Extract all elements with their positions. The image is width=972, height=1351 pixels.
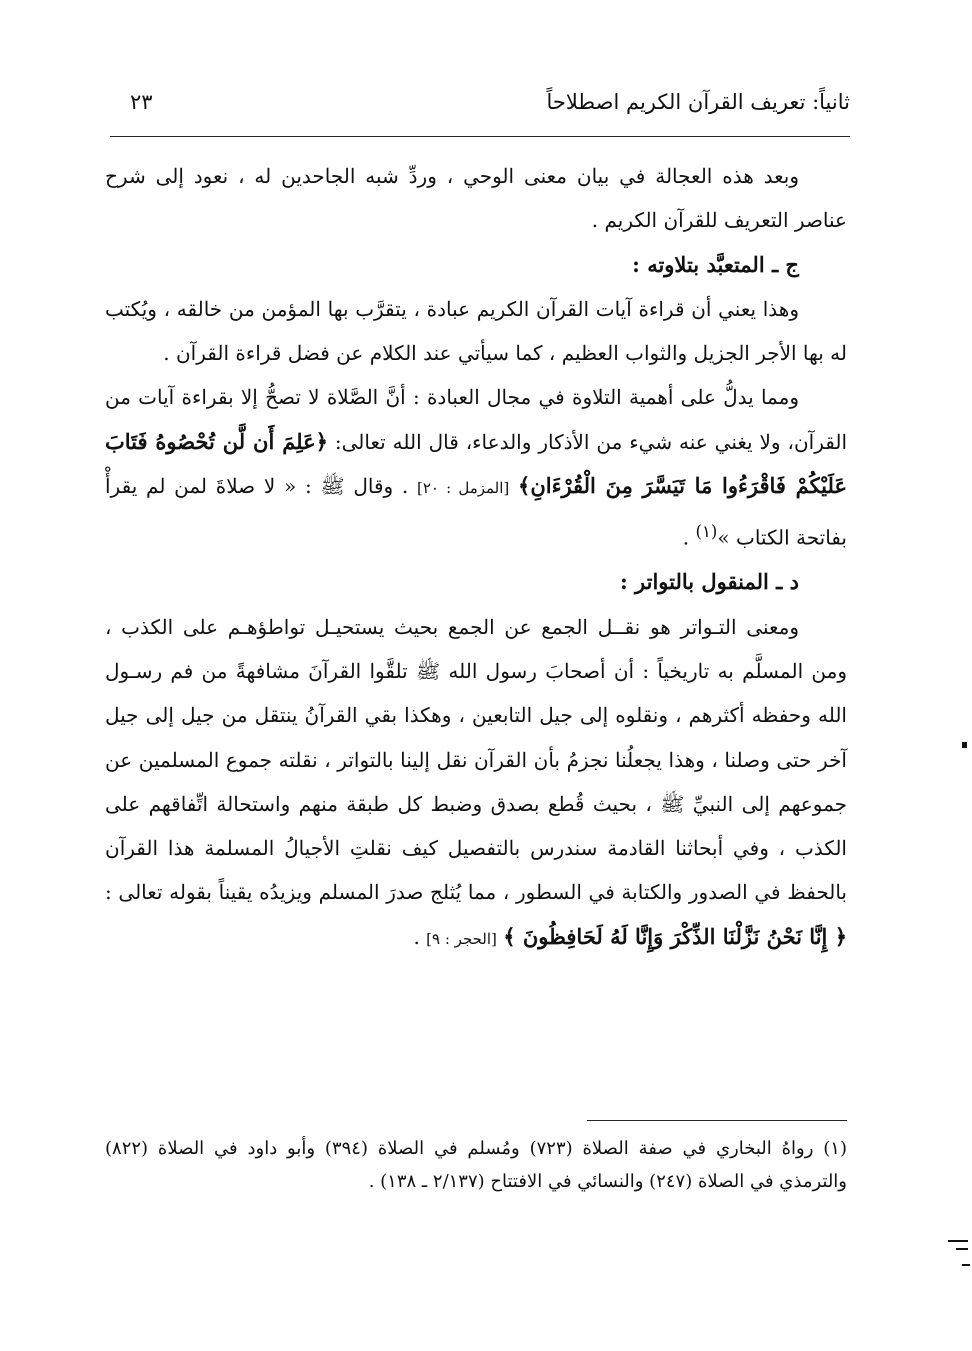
verse-reference-muzzammil: [المزمل : ٢٠] (417, 479, 510, 498)
paragraph-worship: وهذا يعني أن قراءة آيات القرآن الكريم عبادة ، يتقرَّب بها المؤمن من خالقه ، ويُكتب له بها الأجر الجزيل والثواب العظيم ، كما سيأتي عند الكلام عن فضل قراءة القرآن . (105, 296, 847, 366)
paragraph-recitation-end: . (682, 526, 696, 551)
footnote-rule (587, 1120, 847, 1121)
footnote-1: (١) رواهُ البخاري في صفة الصلاة (٧٢٣) ومُسلم في الصلاة (٣٩٤) وأبو داود في الصلاة (٨٢٢) والترمذي في الصلاة (٢٤٧) والنسائي في الافتتاح (٢/١٣٧ ـ ١٣٨) . (105, 1138, 847, 1192)
verse-reference-hijr: [الحجر : ٩] (426, 929, 497, 948)
quran-verse-muzzammil: ﴿عَلِمَ أَن لَّن تُحْصُوهُ فَتَابَ عَلَيْكُمْ فَاقْرَءُوا مَا تَيَسَّرَ مِنَ الْقُرْءَانِ﴾ (105, 428, 848, 499)
hadith-text: . وقال ﷺ : « لا صلاةَ لمن لم يقرأْ بفاتحة الكتاب » (105, 474, 847, 551)
quran-verse-hijr: ﴿ إِنَّا نَحْنُ نَزَّلْنَا الذِّكْرَ وَإِنَّا لَهُ لَحَافِظُونَ ﴾ (503, 923, 847, 949)
footnote-marker: (١) (695, 522, 718, 542)
page-number: ٢٣ (130, 90, 153, 114)
section-heading-d: د ـ المنقول بالتواتر : (619, 569, 799, 595)
paragraph-intro: وبعد هذه العجالة في بيان معنى الوحي ، وردِّ شبه الجاحدين له ، نعود إلى شرح عناصر التعريف للقرآن الكريم . (105, 164, 847, 233)
running-header (110, 90, 850, 130)
scan-mark-left-lower-2 (956, 1248, 968, 1250)
paragraph-tawatur-text: ومعنى التـواتر هو نقــل الجمع عن الجمع بحيث يستحيـل تواطؤهـم على الكذب ، ومن المسلَّم به تاريخياً : أن أصحابَ رسول الله ﷺ تلقَّوا القرآنَ مشافهةً من فم رسـول الله وحفظه أكثرهم ، ونقلوه إلى جيل التابعين ، وهكذا بقي القرآنُ ينتقل من جيل إلى جيل آخر حتى وصلنا ، وهذا يجعلُنا نجزمُ بأن القرآن نقل إلينا بالتواتر ، نقلته جموع المسلمين عن جموعهم إلى النبيِّ ﷺ ، بحيث قُطع بصدق وضبط كل طبقة منهم واستحالة اتِّفاقهم على الكذب ، وفي أبحاثنا القادمة سندرس بالتفصيل كيف نقلتِ الأجيالُ المسلمة هذا القرآن بالحفظ في الصدور والكتابة في السطور ، مما يُثلج صدرَ المسلم ويزيدُه يقيناً بقوله تعالى : (105, 614, 847, 905)
scan-mark-left-lower-3 (962, 1264, 970, 1266)
section-heading-j: ج ـ المتعبَّد بتلاوته : (632, 251, 799, 277)
running-title: ثانياً: تعريف القرآن الكريم اصطلاحاً (546, 90, 850, 114)
header-rule (110, 136, 850, 137)
main-text (105, 154, 847, 1104)
scan-mark-left-lower-1 (948, 1240, 968, 1242)
paragraph-tawatur-end: . (413, 924, 427, 949)
footnotes (105, 1132, 847, 1198)
paragraph-recitation-text: ومما يدلُّ على أهمية التلاوة في مجال العبادة : أنَّ الصَّلاة لا تصحُّ إلا بقراءة آيات من القرآن، ولا يغني عنه شيء من الأذكار والدعاء، قال الله تعالى: (105, 385, 847, 454)
paragraph-recitation (105, 375, 847, 560)
paragraph-tawatur (105, 605, 847, 961)
scan-mark-left (962, 742, 967, 748)
